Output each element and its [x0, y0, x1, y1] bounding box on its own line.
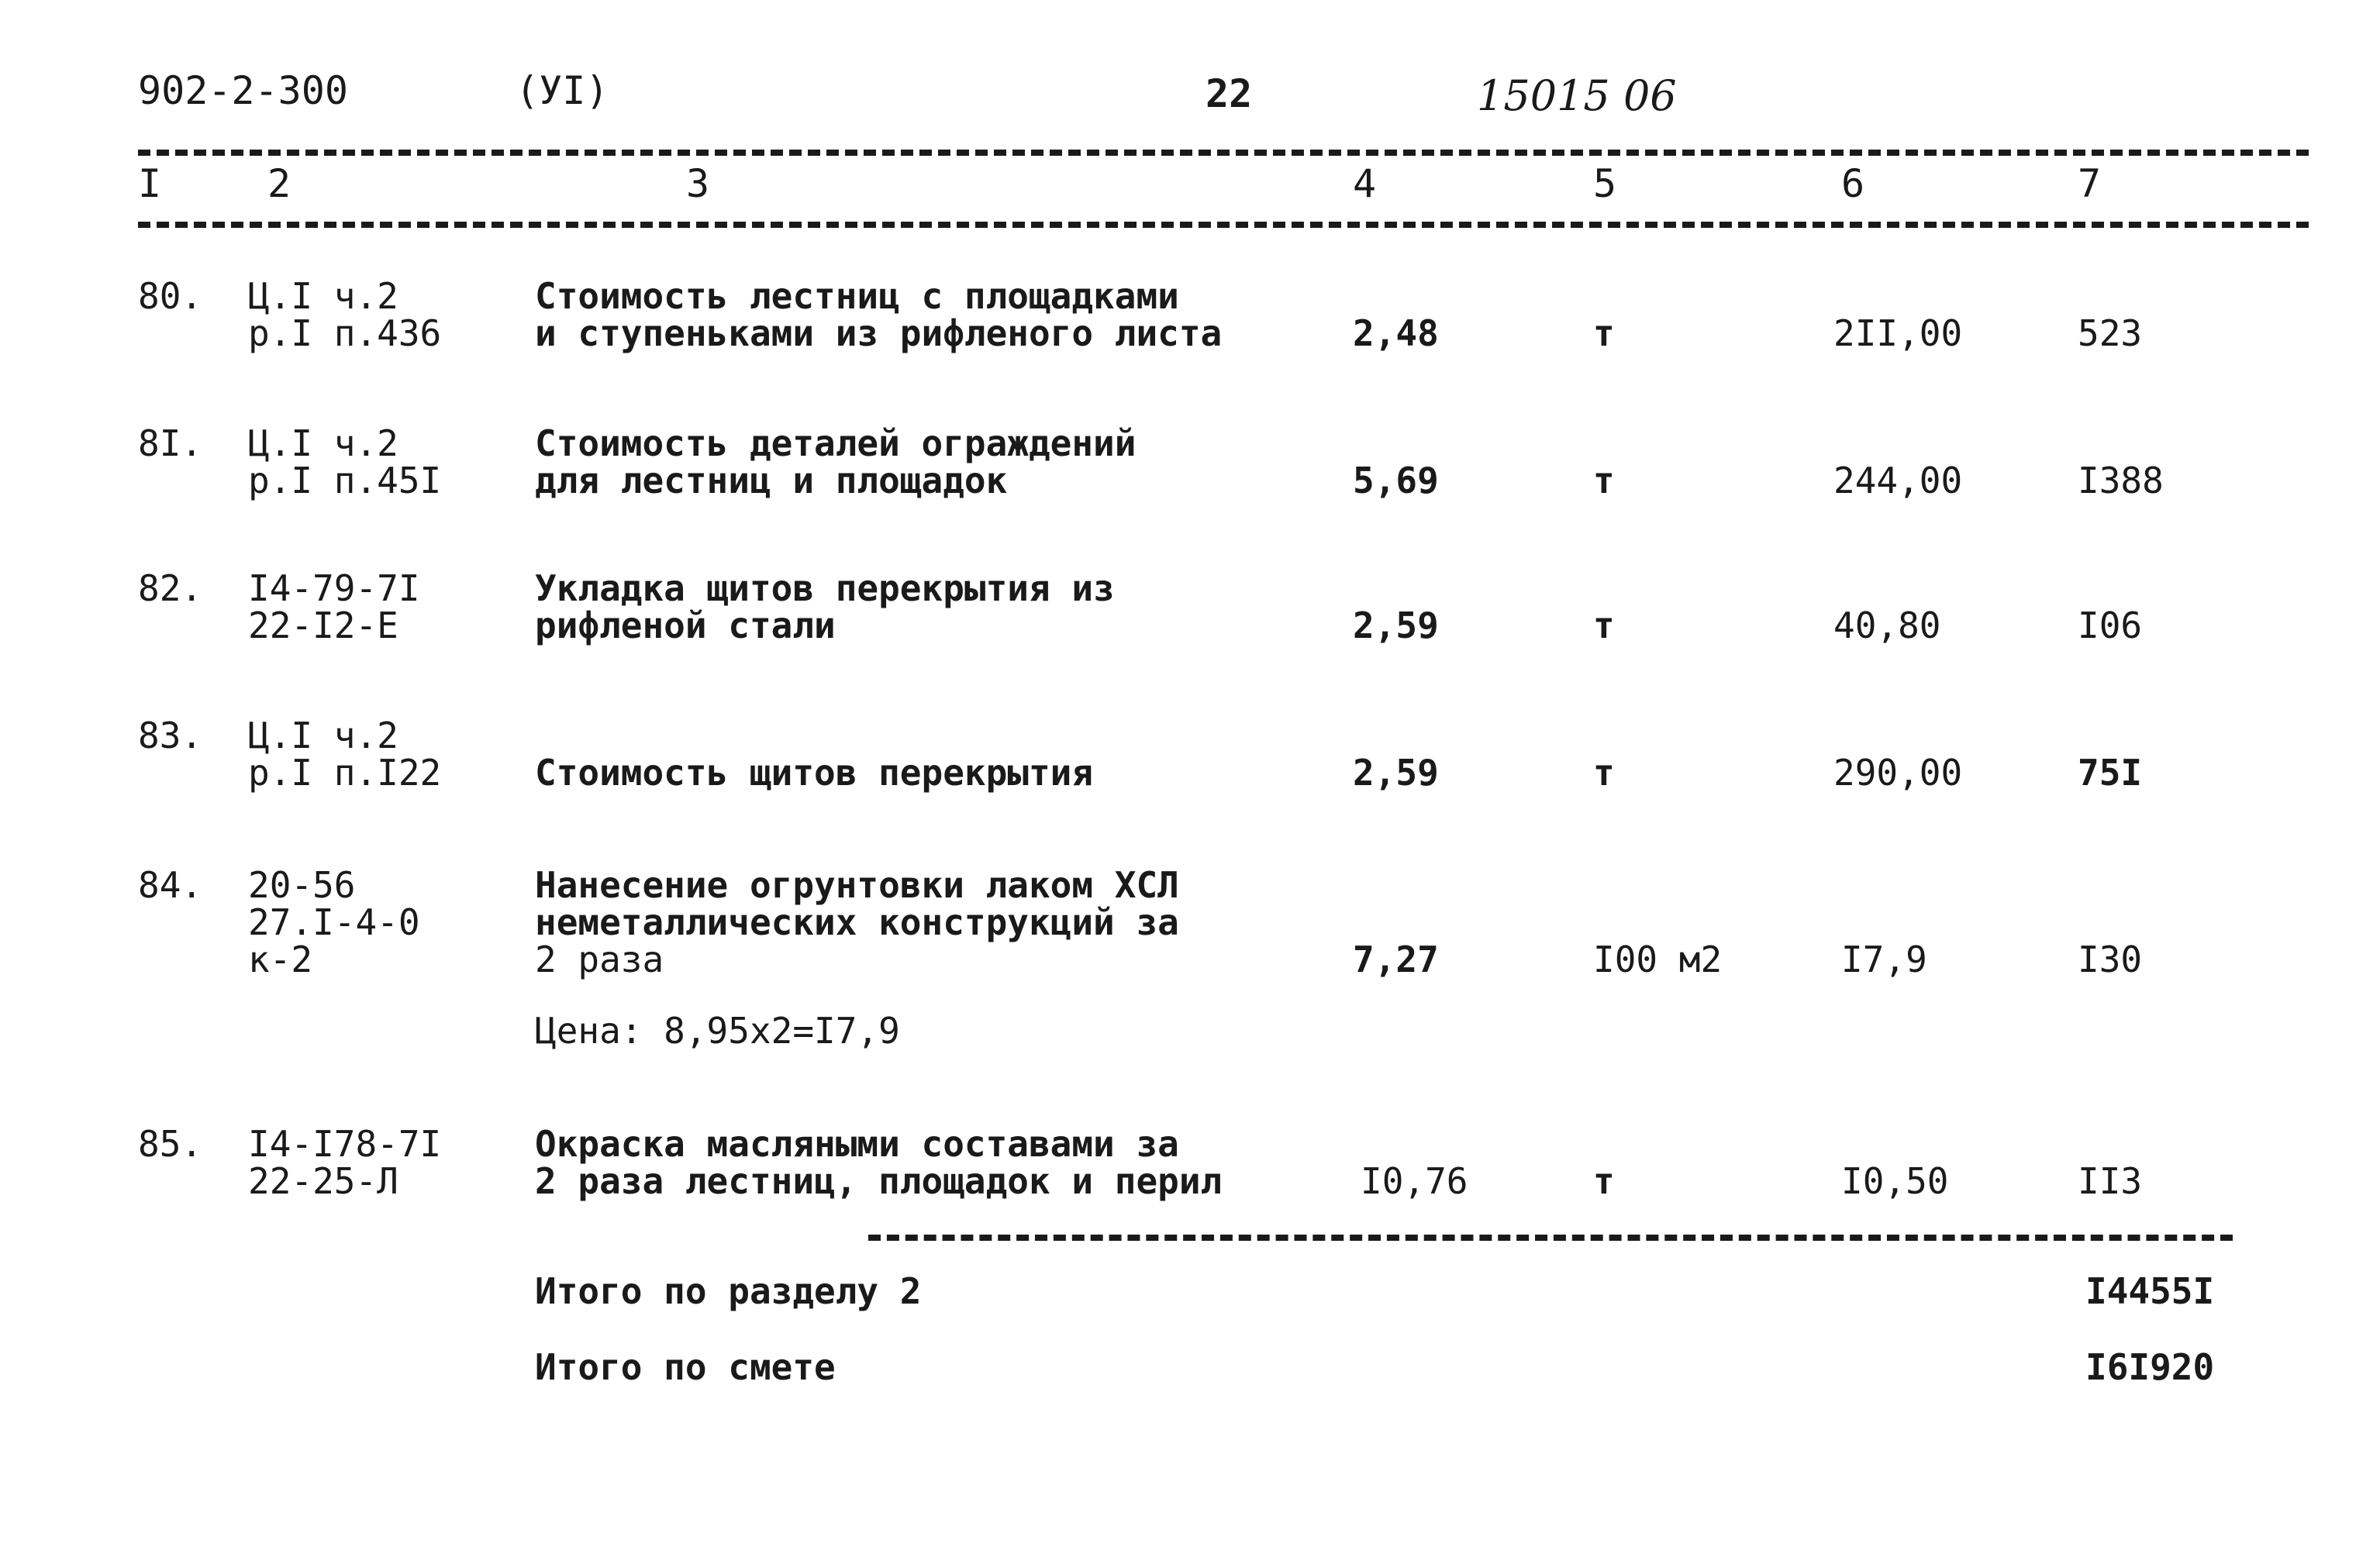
row-code: I4-I78-7I [248, 1123, 442, 1165]
row-code: к-2 [248, 939, 313, 980]
row-unit: т [1593, 605, 1615, 646]
estimate-total-label: Итого по смете [535, 1346, 836, 1388]
row-unit: т [1593, 1160, 1615, 1202]
row-price: 290,00 [1833, 752, 1963, 794]
row-code: 22-I2-Е [248, 605, 398, 646]
column-header-4: 4 [1353, 161, 1377, 206]
row-quantity: 2,59 [1353, 605, 1439, 646]
row-number: 84. [138, 864, 203, 906]
estimate-total-value: I6I920 [2085, 1346, 2215, 1388]
row-description: неметаллических конструкций за [535, 901, 1179, 943]
row-number: 85. [138, 1123, 203, 1165]
row-number: 80. [138, 275, 203, 317]
row-unit: I00 м2 [1593, 939, 1723, 980]
row-quantity: 2,48 [1353, 312, 1439, 354]
row-quantity: 2,59 [1353, 752, 1439, 794]
row-price: I0,50 [1841, 1160, 1949, 1202]
row-note: Цена: 8,95х2=I7,9 [535, 1010, 900, 1052]
row-quantity: 5,69 [1353, 460, 1439, 501]
row-total: 75I [2078, 752, 2143, 794]
row-description: Окраска масляными составами за [535, 1123, 1179, 1165]
row-total: II3 [2078, 1160, 2143, 1202]
column-header-5: 5 [1593, 161, 1617, 206]
header-rule-top [138, 150, 2309, 156]
document-code: 902-2-300 [138, 68, 348, 113]
section-total-label: Итого по разделу 2 [535, 1270, 922, 1312]
row-description: Стоимость лестниц с площадками [535, 275, 1179, 317]
row-number: 8I. [138, 422, 203, 464]
row-description: и ступеньками из рифленого листа [535, 312, 1223, 354]
column-header-7: 7 [2078, 161, 2102, 206]
row-code: р.I п.I22 [248, 752, 442, 794]
column-header-2: 2 [267, 161, 291, 206]
row-code: 22-25-Л [248, 1160, 398, 1202]
handwritten-number: 15015 06 [1477, 71, 1677, 120]
row-code: 27.I-4-0 [248, 901, 420, 943]
row-quantity: I0,76 [1361, 1160, 1468, 1202]
row-code: Ц.I ч.2 [248, 275, 398, 317]
row-price: 40,80 [1833, 605, 1941, 646]
row-number: 82. [138, 567, 203, 609]
row-code: р.I п.436 [248, 312, 442, 354]
row-total: I30 [2078, 939, 2143, 980]
row-description: 2 раза [535, 939, 664, 980]
row-description: Стоимость деталей ограждений [535, 422, 1137, 464]
row-total: I06 [2078, 605, 2143, 646]
row-unit: т [1593, 460, 1615, 501]
row-description: 2 раза лестниц, площадок и перил [535, 1160, 1223, 1202]
totals-rule [868, 1235, 2233, 1241]
row-description: для лестниц и площадок [535, 460, 1008, 501]
row-description: Укладка щитов перекрытия из [535, 567, 1115, 609]
row-number: 83. [138, 715, 203, 756]
row-code: Ц.I ч.2 [248, 715, 398, 756]
column-header-3: 3 [686, 161, 710, 206]
row-code: I4-79-7I [248, 567, 420, 609]
section-total-value: I4455I [2085, 1270, 2215, 1312]
row-description: Нанесение огрунтовки лаком ХСЛ [535, 864, 1179, 906]
section-number: (УI) [516, 68, 609, 113]
row-quantity: 7,27 [1353, 939, 1439, 980]
page-number: 22 [1206, 71, 1253, 116]
column-header-1: I [138, 161, 162, 206]
row-total: I388 [2078, 460, 2164, 501]
row-description: Стоимость щитов перекрытия [535, 752, 1094, 794]
header-rule-bottom [138, 222, 2309, 228]
row-total: 523 [2078, 312, 2143, 354]
row-price: I7,9 [1841, 939, 1927, 980]
row-price: 2II,00 [1833, 312, 1963, 354]
row-unit: т [1593, 752, 1615, 794]
row-code: 20-56 [248, 864, 356, 906]
row-code: Ц.I ч.2 [248, 422, 398, 464]
column-header-6: 6 [1841, 161, 1865, 206]
row-price: 244,00 [1833, 460, 1963, 501]
row-description: рифленой стали [535, 605, 836, 646]
row-unit: т [1593, 312, 1615, 354]
row-code: р.I п.45I [248, 460, 442, 501]
